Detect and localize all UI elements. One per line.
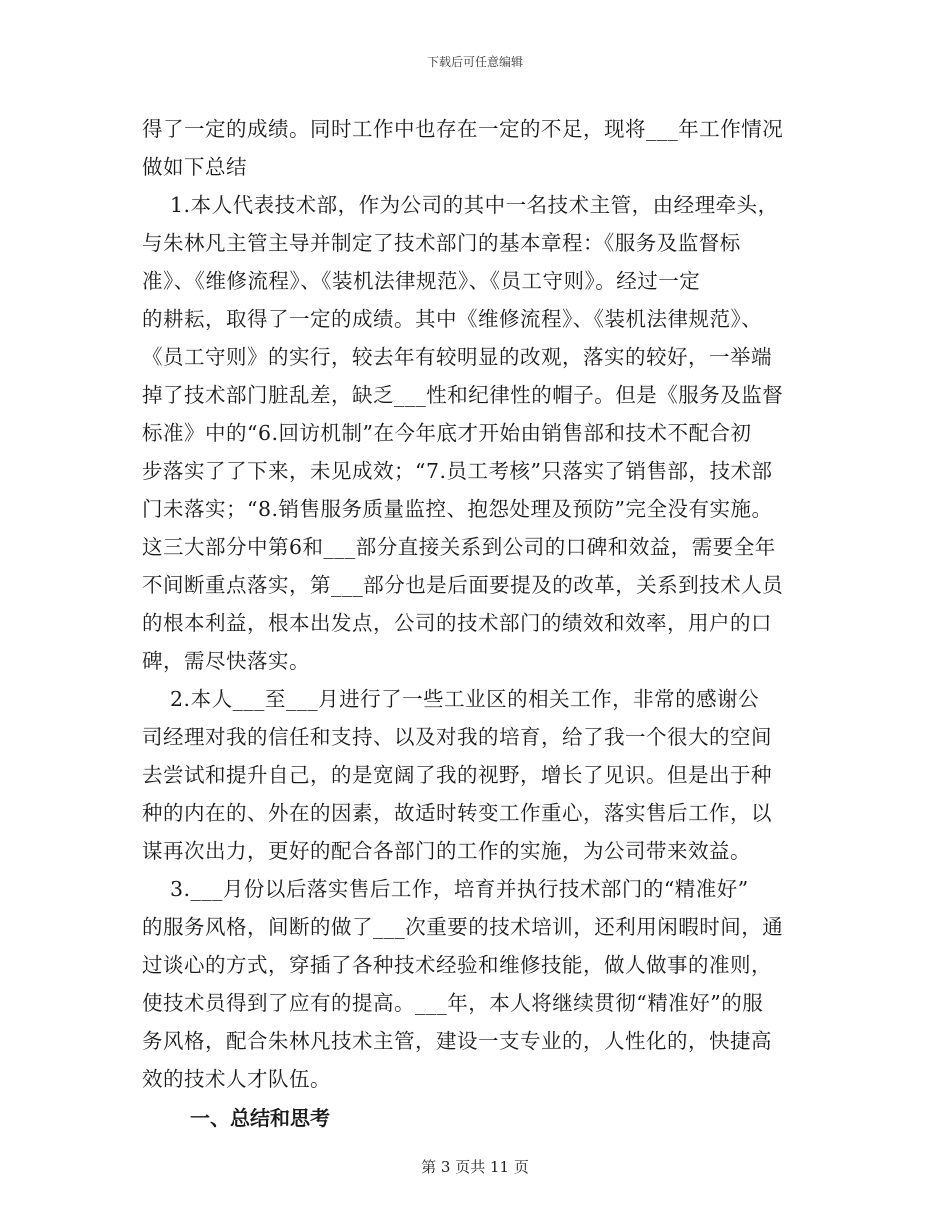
text-line: 得了一定的成绩。同时工作中也存在一定的不足，现将___年工作情况 (142, 117, 784, 141)
paragraph-2 (142, 680, 822, 870)
text-line: 与朱林凡主管主导并制定了技术部门的基本章程：《服务及监督标 (142, 231, 741, 255)
page-footer: 第 3 页共 11 页 (421, 1158, 529, 1176)
text-line: 不间断重点落实，第___部分也是后面要提及的改革，关系到技术人员 (142, 573, 784, 597)
text-line: 去尝试和提升自己，的是宽阔了我的视野，增长了见识。但是出于种 (142, 763, 772, 787)
text-line: 务风格，配合朱林凡技术主管，建设一支专业的，人性化的，快捷高 (142, 1029, 772, 1053)
text-line: 司经理对我的信任和支持、以及对我的培育，给了我一个很大的空间 (142, 725, 772, 749)
text-line: 做如下总结 (142, 155, 247, 179)
text-line: 使技术员得到了应有的提高。___年，本人将继续贯彻“精准好”的服 (142, 991, 764, 1015)
text-line: 谋再次出力，更好的配合各部门的工作的实施，为公司带来效益。 (142, 839, 751, 863)
text-line: 步落实了了下来，未见成效；“7.员工考核”只落实了销售部，技术部 (142, 459, 773, 483)
text-line: 标准》中的“6.回访机制”在今年底才开始由销售部和技术不配合初 (142, 421, 752, 445)
text-line: 2.本人___至___月进行了一些工业区的相关工作，非常的感谢公 (142, 687, 760, 711)
text-line: 3.___月份以后落实售后工作，培育并执行技术部门的“精准好” (142, 877, 749, 901)
text-line: 门未落实；“8.销售服务质量监控、抱怨处理及预防”完全没有实施。 (142, 497, 773, 521)
text-line: 种的内在的、外在的因素，故适时转变工作重心，落实售后工作，以 (142, 801, 772, 825)
text-line: 《员工守则》的实行，较去年有较明显的改观，落实的较好，一举端 (142, 345, 772, 369)
text-line: 过谈心的方式，穿插了各种技术经验和维修技能，做人做事的准则， (142, 953, 772, 977)
text-line: 这三大部分中第6和___部分直接关系到公司的口碑和效益，需要全年 (142, 535, 776, 559)
text-line: 效的技术人才队伍。 (142, 1067, 331, 1091)
paragraph-1 (142, 186, 822, 680)
text-line: 碑，需尽快落实。 (142, 649, 310, 673)
page-header: 下载后可任意编辑 (426, 55, 523, 69)
text-line: 的根本利益，根本出发点，公司的技术部门的绩效和效率，用户的口 (142, 611, 772, 635)
paragraph-3 (142, 870, 822, 1098)
text-line: 的耕耘，取得了一定的成绩。其中《维修流程》、《装机法律规范》、 (142, 307, 763, 331)
document-body (142, 110, 822, 1138)
section-heading: 一、总结和思考 (190, 1106, 330, 1130)
text-line: 准》、《维修流程》、《装机法律规范》、《员工守则》。经过一定 (142, 269, 701, 293)
intro-paragraph (142, 110, 822, 186)
text-line: 掉了技术部门脏乱差，缺乏___性和纪律性的帽子。但是《服务及监督 (142, 383, 784, 407)
text-line: 的服务风格，间断的做了___次重要的技术培训，还利用闲暇时间，通 (142, 915, 784, 939)
text-line: 1.本人代表技术部，作为公司的其中一名技术主管，由经理牵头， (142, 193, 779, 217)
